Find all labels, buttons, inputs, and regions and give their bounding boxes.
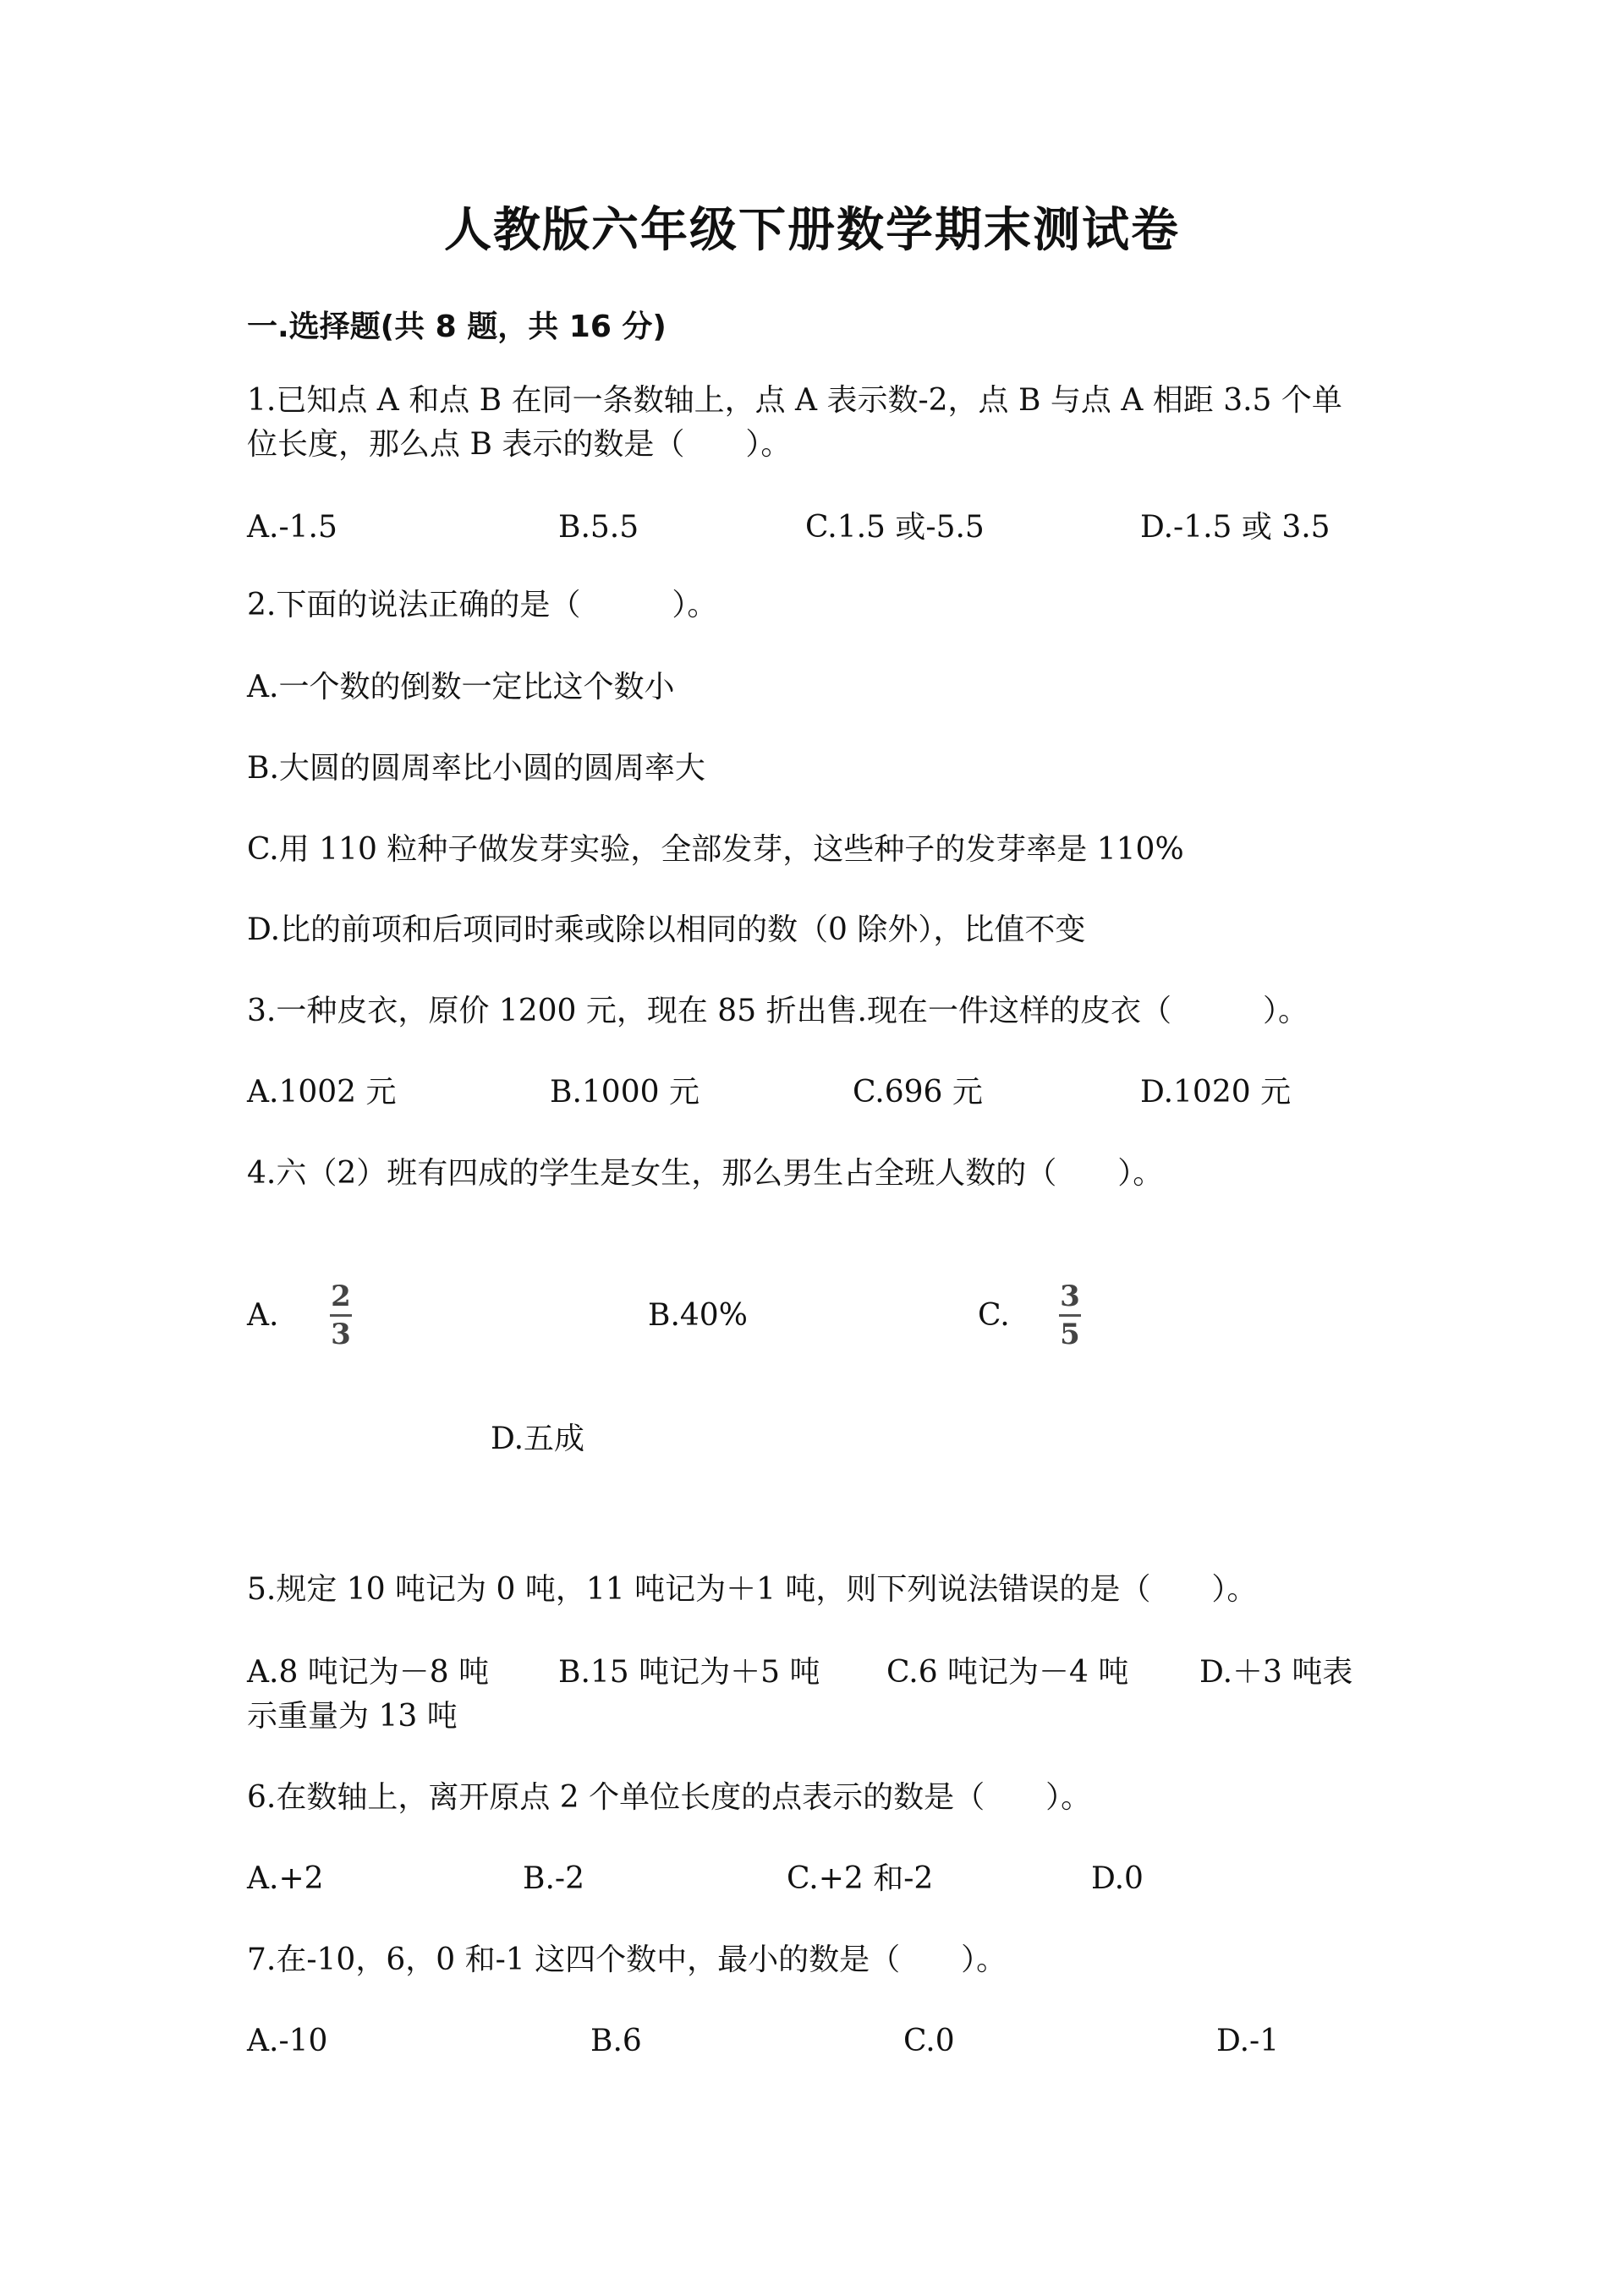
fraction-numerator: 2 xyxy=(331,1280,351,1313)
question-3-line-1: 3.一种皮衣，原价 1200 元，现在 85 折出售.现在一件这样的皮衣（ ）。 xyxy=(247,994,1309,1028)
question-1-option-d: D.-1.5 或 3.5 xyxy=(1140,510,1330,545)
question-2-option-b: B.大圆的圆周率比小圆的圆周率大 xyxy=(247,751,705,786)
question-5-line-1: 5.规定 10 吨记为 0 吨，11 吨记为＋1 吨，则下列说法错误的是（ ）。 xyxy=(247,1572,1258,1607)
question-7-option-d: D.-1 xyxy=(1216,2024,1280,2058)
question-5-option-c: C.6 吨记为－4 吨 xyxy=(886,1655,1129,1690)
question-4-option-b: B.40% xyxy=(648,1298,748,1333)
question-7-option-c: C.0 xyxy=(903,2024,955,2058)
question-6-option-c: C.+2 和-2 xyxy=(787,1861,934,1896)
fraction-three-fifths xyxy=(1059,1280,1081,1351)
question-3-option-d: D.1020 元 xyxy=(1140,1075,1292,1110)
question-5-option-a: A.8 吨记为－8 吨 xyxy=(247,1655,490,1690)
fraction-bar xyxy=(1059,1314,1081,1317)
question-3-option-a: A.1002 元 xyxy=(247,1075,397,1110)
fraction-two-thirds xyxy=(330,1280,352,1351)
question-2-option-d: D.比的前项和后项同时乘或除以相同的数（0 除外），比值不变 xyxy=(247,912,1086,947)
question-4-option-c: C. xyxy=(978,1298,1010,1333)
question-6-option-a: A.+2 xyxy=(247,1861,324,1896)
section-heading: 一.选择题(共 8 题，共 16 分) xyxy=(247,310,667,344)
question-2-option-a: A.一个数的倒数一定比这个数小 xyxy=(247,670,675,704)
question-3-option-c: C.696 元 xyxy=(853,1075,983,1110)
question-1-option-b: B.5.5 xyxy=(558,510,639,545)
fraction-denominator: 5 xyxy=(1060,1318,1080,1351)
question-7-option-a: A.-10 xyxy=(247,2024,328,2058)
question-2-line-1: 2.下面的说法正确的是（ ）。 xyxy=(247,588,718,622)
question-5-option-d: D.＋3 吨表 xyxy=(1199,1655,1353,1690)
question-1-option-c: C.1.5 或-5.5 xyxy=(805,510,985,545)
question-7-line-1: 7.在-10，6，0 和-1 这四个数中，最小的数是（ ）。 xyxy=(247,1943,1007,1977)
question-7-option-b: B.6 xyxy=(590,2024,642,2058)
question-4-option-d: D.五成 xyxy=(491,1422,585,1456)
question-6-option-d: D.0 xyxy=(1091,1861,1144,1896)
question-2-option-c: C.用 110 粒种子做发芽实验，全部发芽，这些种子的发芽率是 110% xyxy=(247,832,1184,867)
question-1-line-1: 1.已知点 A 和点 B 在同一条数轴上，点 A 表示数-2，点 B 与点 A 相距 3.5 个单 xyxy=(247,383,1342,418)
question-1-option-a: A.-1.5 xyxy=(247,510,337,545)
fraction-bar xyxy=(330,1314,352,1317)
question-5-option-b: B.15 吨记为＋5 吨 xyxy=(558,1655,820,1690)
question-1-line-2: 位长度，那么点 B 表示的数是（ ）。 xyxy=(247,427,792,462)
question-5-option-d-wrap: 示重量为 13 吨 xyxy=(247,1699,458,1734)
question-3-option-b: B.1000 元 xyxy=(550,1075,700,1110)
page-title: 人教版六年级下册数学期末测试卷 xyxy=(444,202,1180,258)
fraction-numerator: 3 xyxy=(1060,1280,1080,1313)
question-6-option-b: B.-2 xyxy=(523,1861,584,1896)
question-4-line-1: 4.六（2）班有四成的学生是女生，那么男生占全班人数的（ ）。 xyxy=(247,1156,1164,1191)
question-4-option-a: A. xyxy=(247,1298,279,1333)
question-6-line-1: 6.在数轴上，离开原点 2 个单位长度的点表示的数是（ ）。 xyxy=(247,1780,1092,1815)
fraction-denominator: 3 xyxy=(331,1318,351,1351)
